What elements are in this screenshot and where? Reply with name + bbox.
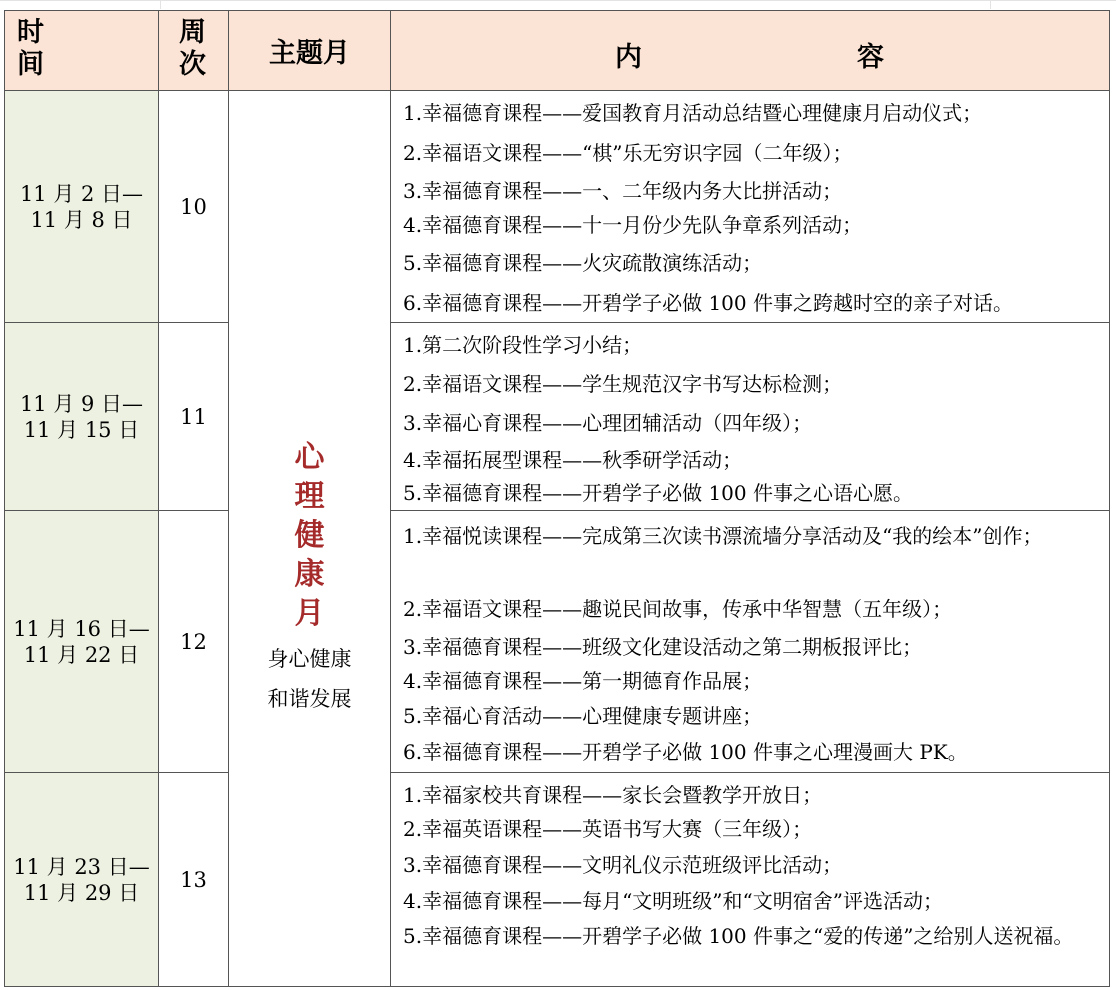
content-item: 5.幸福心育活动——心理健康专题讲座； [403, 704, 763, 728]
theme-title [229, 438, 390, 633]
content-item: 2.幸福语文课程——学生规范汉字书写达标检测； [403, 372, 843, 396]
theme-subtitle-line: 身心健康 [267, 647, 352, 671]
week-number: 12 [159, 511, 229, 773]
date-cell [5, 511, 159, 773]
theme-title-char: 康 [294, 557, 325, 592]
date-end: 11 月 8 日 [30, 207, 133, 232]
content-item: 2.幸福语文课程——趣说民间故事，传承中华智慧（五年级）； [403, 597, 953, 621]
week-number: 13 [159, 773, 229, 987]
content-item: 6.幸福德育课程——开碧学子必做 100 件事之跨越时空的亲子对话。 [403, 291, 1013, 315]
date-start: 11 月 9 日— [19, 391, 144, 416]
header-theme: 主题月 [229, 11, 391, 91]
content-item: 5.幸福德育课程——火灾疏散演练活动； [403, 251, 763, 275]
date-end: 11 月 29 日 [23, 880, 140, 905]
theme-subtitle-line: 和谐发展 [267, 687, 352, 711]
header-content [391, 11, 1110, 91]
content-cell [391, 323, 1110, 511]
table-row [5, 773, 1110, 987]
date-start: 11 月 23 日— [13, 854, 150, 879]
header-week-char-1: 周 [179, 17, 206, 48]
content-item: 1.幸福悦读课程——完成第三次读书漂流墙分享活动及“我的绘本”创作； [403, 524, 1043, 548]
header-week-char-2: 次 [179, 49, 206, 80]
content-item: 2.幸福英语课程——英语书写大赛（三年级）； [403, 817, 813, 841]
content-cell [391, 91, 1110, 323]
content-item: 5.幸福德育课程——开碧学子必做 100 件事之“爱的传递”之给别人送祝福。 [403, 924, 1074, 948]
week-number: 11 [159, 323, 229, 511]
header-content-char-1: 内 [615, 42, 642, 73]
date-cell [5, 323, 159, 511]
content-cell [391, 511, 1110, 773]
date-cell [5, 91, 159, 323]
content-item: 1.第二次阶段性学习小结； [403, 333, 643, 357]
date-end: 11 月 15 日 [23, 417, 140, 442]
theme-title-char: 月 [294, 596, 325, 631]
theme-title-char: 理 [294, 479, 325, 514]
table-row [5, 91, 1110, 323]
content-item: 3.幸福心育课程——心理团辅活动（四年级）； [403, 411, 813, 435]
content-item: 4.幸福德育课程——每月“文明班级”和“文明宿舍”评选活动； [403, 889, 943, 913]
table-row [5, 323, 1110, 511]
week-number: 10 [159, 91, 229, 323]
date-end: 11 月 22 日 [23, 642, 140, 667]
schedule-table [4, 10, 1110, 987]
header-time-char-1: 时 [17, 17, 44, 48]
header-time-char-2: 间 [17, 49, 44, 80]
content-item: 2.幸福语文课程——“棋”乐无穷识字园（二年级）； [403, 141, 853, 165]
theme-title-char: 健 [294, 518, 325, 553]
theme-title-char: 心 [294, 440, 325, 475]
theme-month-cell [229, 91, 391, 987]
header-row [5, 11, 1110, 91]
content-item: 3.幸福德育课程——文明礼仪示范班级评比活动； [403, 853, 843, 877]
date-cell [5, 773, 159, 987]
content-cell [391, 773, 1110, 987]
header-week [159, 11, 229, 91]
date-start: 11 月 16 日— [13, 616, 150, 641]
content-item: 4.幸福德育课程——十一月份少先队争章系列活动； [403, 213, 863, 237]
content-item: 1.幸福德育课程——爱国教育月活动总结暨心理健康月启动仪式； [403, 101, 983, 125]
header-content-char-2: 容 [857, 42, 884, 73]
page-top-edge [0, 0, 1116, 8]
content-item: 3.幸福德育课程——班级文化建设活动之第二期板报评比； [403, 635, 923, 659]
header-time [5, 11, 159, 91]
content-item: 5.幸福德育课程——开碧学子必做 100 件事之心语心愿。 [403, 481, 913, 505]
content-item: 6.幸福德育课程——开碧学子必做 100 件事之心理漫画大 PK。 [403, 740, 968, 764]
date-start: 11 月 2 日— [19, 181, 144, 206]
table-row [5, 511, 1110, 773]
content-item: 1.幸福家校共育课程——家长会暨教学开放日； [403, 783, 823, 807]
content-item: 3.幸福德育课程——一、二年级内务大比拼活动； [403, 179, 843, 203]
content-item: 4.幸福德育课程——第一期德育作品展； [403, 669, 763, 693]
theme-subtitle [229, 639, 390, 719]
content-item: 4.幸福拓展型课程——秋季研学活动； [403, 448, 743, 472]
